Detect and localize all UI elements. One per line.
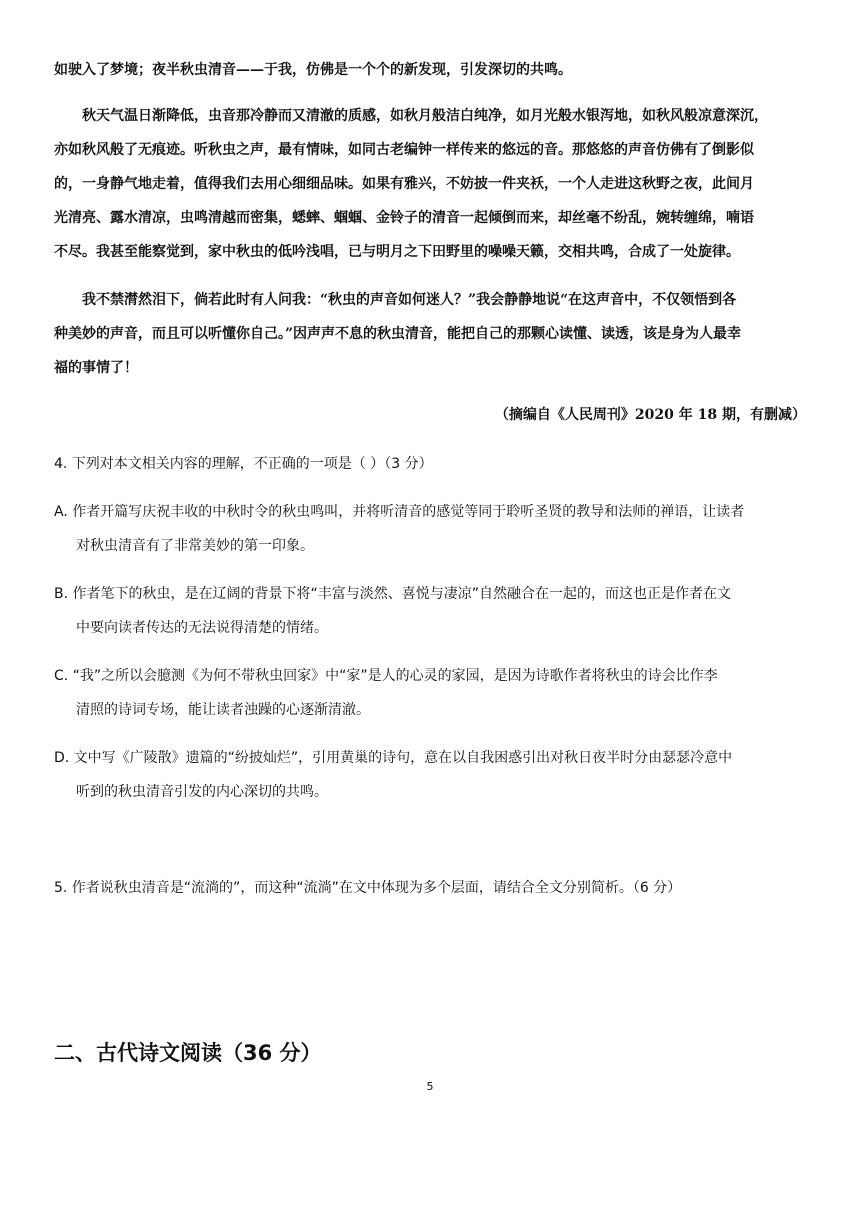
passage-line: 福的事情了！ bbox=[54, 360, 138, 376]
passage-line: 秋天气温日渐降低，虫音那冷静而又清澈的质感，如秋月般洁白纯净，如月光般水银泻地，如秋风般凉意深沉， bbox=[82, 108, 768, 124]
passage-line: 光清亮、露水清凉，虫鸣清越而密集，蟋蟀、蝈蝈、金铃子的清音一起倾倒而来，却丝毫不纷乱，婉转缠绵，喃语 bbox=[54, 210, 754, 226]
passage-line: 亦如秋风般了无痕迹。听秋虫之声，最有情味，如同古老编钟一样传来的悠远的音。那悠悠的声音仿佛有了倒影似 bbox=[54, 142, 754, 158]
passage-line: 不尽。我甚至能察觉到，家中秋虫的低吟浅唱，已与明月之下田野里的噪噪天籁，交相共鸣，合成了一处旋律。 bbox=[54, 244, 740, 260]
passage-line: 的，一身静气地走着，值得我们去用心细细品味。如果有雅兴，不妨披一件夹袄，一个人走进这秋野之夜，此间月 bbox=[54, 176, 754, 192]
source-citation: （摘编自《人民周刊》2020 年 18 期，有删减） bbox=[494, 407, 806, 423]
option-d-line2: 听到的秋虫清音引发的内心深切的共鸣。 bbox=[76, 784, 328, 800]
question-5-stem: 5. 作者说秋虫清音是“流淌的”，而这种“流淌”在文中体现为多个层面，请结合全文分别简析。（6 分） bbox=[54, 880, 682, 896]
passage-line: 我不禁潸然泪下，倘若此时有人问我：“秋虫的声音如何迷人？”我会静静地说“在这声音中，不仅领悟到各 bbox=[82, 292, 737, 308]
passage-line: 种美妙的声音，而且可以听懂你自己。”因声声不息的秋虫清音，能把自己的那颗心读懂、读透，该是身为人最幸 bbox=[54, 326, 742, 342]
option-a-line1: A. 作者开篇写庆祝丰收的中秋时令的秋虫鸣叫，并将听清音的感觉等同于聆听圣贤的教导和法师的禅语，让读者 bbox=[54, 504, 745, 520]
option-a-line2: 对秋虫清音有了非常美妙的第一印象。 bbox=[76, 538, 314, 554]
option-c-line2: 清照的诗词专场，能让读者浊躁的心逐渐清澈。 bbox=[76, 702, 370, 718]
option-d-line1: D. 文中写《广陵散》遗篇的“纷披灿烂”，引用黄巢的诗句，意在以自我困惑引出对秋日夜半时分由瑟瑟冷意中 bbox=[54, 750, 733, 766]
passage-line: 如驶入了梦境；夜半秋虫清音——于我，仿佛是一个个的新发现，引发深切的共鸣。 bbox=[54, 62, 572, 78]
option-b-line1: B. 作者笔下的秋虫，是在辽阔的背景下将“丰富与淡然、喜悦与凄凉”自然融合在一起的，而这也正是作者在文 bbox=[54, 586, 732, 602]
option-c-line1: C. “我”之所以会臆测《为何不带秋虫回家》中“家”是人的心灵的家园，是因为诗歌作者将秋虫的诗会比作李 bbox=[54, 668, 718, 684]
option-b-line2: 中要向读者传达的无法说得清楚的情绪。 bbox=[76, 620, 328, 636]
question-4-stem: 4. 下列对本文相关内容的理解，不正确的一项是（ ）（3 分） bbox=[54, 456, 433, 472]
section-heading: 二、古代诗文阅读（36 分） bbox=[54, 1041, 322, 1065]
page-number: 5 bbox=[426, 1080, 434, 1093]
